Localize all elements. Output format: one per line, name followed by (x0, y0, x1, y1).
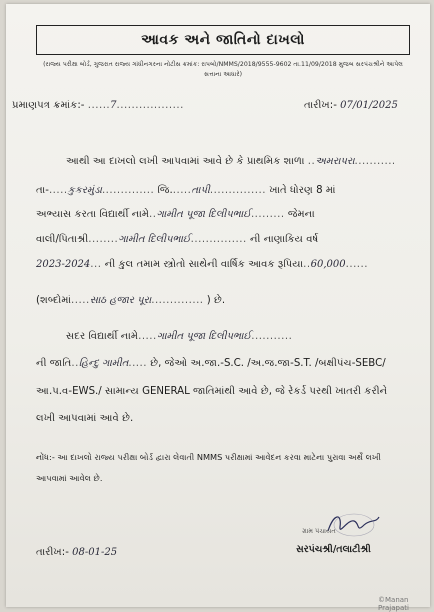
date-top-value: 07/01/2025 (340, 100, 398, 111)
closing-row: લખી આપવામાં આવે છે. (36, 413, 134, 424)
student-label-2: સદર વિદ્યાર્થી નામે (66, 331, 139, 342)
certificate-page (6, 4, 430, 612)
income-amount: 60,000 (310, 259, 346, 270)
date-top-row (304, 100, 398, 112)
school-row: આથી આ દાખલો લખી આપવામાં આવે છે કે પ્રાથમિક શાળા ..અમરાપરા........... (66, 156, 396, 167)
student-name: ગામીત પૂજા દિલીપભાઈ (156, 209, 251, 220)
cert-number-row: પ્રમાણપત્ર ક્રમાંક:- ......7.................. (12, 100, 184, 111)
amount-words-row: (શબ્દોમાં.....સાઠ હજાર પૂરા.............. ) છે. (36, 295, 226, 306)
amount-words-tail: ) છે. (206, 295, 226, 306)
district-label: જિ. (157, 185, 173, 196)
general-row: આ.પ.વ-EWS./ સામાન્ય GENERAL જાતિમાંથી આવે છે, જે રેકર્ડ પરથી ખાતરી કરીને (36, 386, 388, 397)
amount-words-value: સાઠ હજાર પૂરા (89, 295, 152, 306)
standard-text: ખાતે ધોરણ 8 માં (269, 185, 336, 196)
cert-number-value: 7 (110, 100, 117, 111)
parent-row: વાલી/પિતાશ્રી........ગામીત દિલીપભાઈ............... ની નાણાકિય વર્ષ (36, 234, 319, 245)
date-bottom-row (36, 547, 117, 559)
taluka-value: કુકરમુંડા (67, 185, 102, 196)
financial-year-text: ની નાણાકિય વર્ષ (249, 234, 319, 245)
note-row-2: આપવામાં આવેલ છે. (36, 473, 103, 483)
watermark: ©Manan Prajapati (378, 596, 409, 612)
student-name-2: ગામીત પૂજા દિલીપભાઈ (156, 331, 252, 342)
income-row: 2023-2024... ની કુલ તમામ સ્ત્રોતો સાથેની વાર્ષિક આવક રૂપિયા..60,000...... (36, 259, 369, 270)
title-box (36, 25, 410, 55)
school-text: આથી આ દાખલો લખી આપવામાં આવે છે કે પ્રાથમિક શાળા (66, 156, 305, 167)
student-name-row-2: સદર વિદ્યાર્થી નામે.....ગામીત પૂજા દિલીપભાઈ........... (66, 331, 293, 342)
panchayat-stamp: ગ્રામ પંચાયત (302, 527, 336, 535)
caste-categories: છે, જેઓ અ.જા.-S.C. /અ.જ.જા-S.T. /બક્ષીપંચ-SEBC/ (150, 358, 386, 369)
caste-row: ની જાતિ..હિન્દુ ગામીત..... છે, જેઓ અ.જા.-S.C. /અ.જ.જા-S.T. /બક્ષીપંચ-SEBC/ (36, 358, 386, 369)
caste-label: ની જાતિ (36, 358, 72, 369)
date-bottom-label: તારીખ:- (36, 547, 69, 558)
whose-text: જેમના (287, 209, 315, 220)
document-title: આવક અને જાતિનો દાખલો (141, 32, 305, 48)
taluka-label: તા- (36, 185, 49, 196)
parent-name: ગામીત દિલીપભાઈ (118, 234, 191, 245)
signatory-title: સરપંચશ્રી/તલાટીશ્રી (296, 544, 371, 555)
date-bottom-value: 08-01-25 (72, 547, 118, 558)
school-name: અમરાપરા (315, 156, 355, 167)
amount-words-label: (શબ્દોમાં (36, 295, 72, 306)
student-label: અભ્યાસ કરતા વિદ્યાર્થી નામે (36, 209, 150, 220)
caste-value: હિન્દુ ગામીત (78, 358, 129, 369)
parent-label: વાલી/પિતાશ્રી (36, 234, 89, 245)
note-row-1: નોંધ:- આ દાખલો રાજ્ય પરીક્ષા બોર્ડ દ્વારા લેવાતી NMMS પરીક્ષામાં આવેદન કરવા માટેના પુરાવા અર્થે લખી (36, 452, 381, 462)
date-top-label: તારીખ:- (304, 100, 337, 111)
cert-number-label: પ્રમાણપત્ર ક્રમાંક:- (12, 100, 85, 111)
financial-year: 2023-2024 (36, 259, 91, 270)
taluka-row: તા-.....કુકરમુંડા.............. જિ......તાપી............... ખાતે ધોરણ 8 માં (36, 185, 336, 196)
student-row: અભ્યાસ કરતા વિદ્યાર્થી નામે..ગામીત પૂજા દિલીપભાઈ......... જેમના (36, 209, 315, 220)
authority-note: (રાજ્ય પરીક્ષા બોર્ડ, ગુજરાત રાજ્ય ગાંધીનગરના નોટીસ ક્રમાંક: રાપબો/NMMS/2018/9555-9602 તા.11/09/2018 મુજબ સરપંચશ્રીને આપેલ સત્તાના આધારે) (43, 61, 403, 78)
income-text: ની કુલ તમામ સ્ત્રોતો સાથેની વાર્ષિક આવક રૂપિયા (104, 259, 304, 270)
district-value: તાપી (191, 185, 210, 196)
